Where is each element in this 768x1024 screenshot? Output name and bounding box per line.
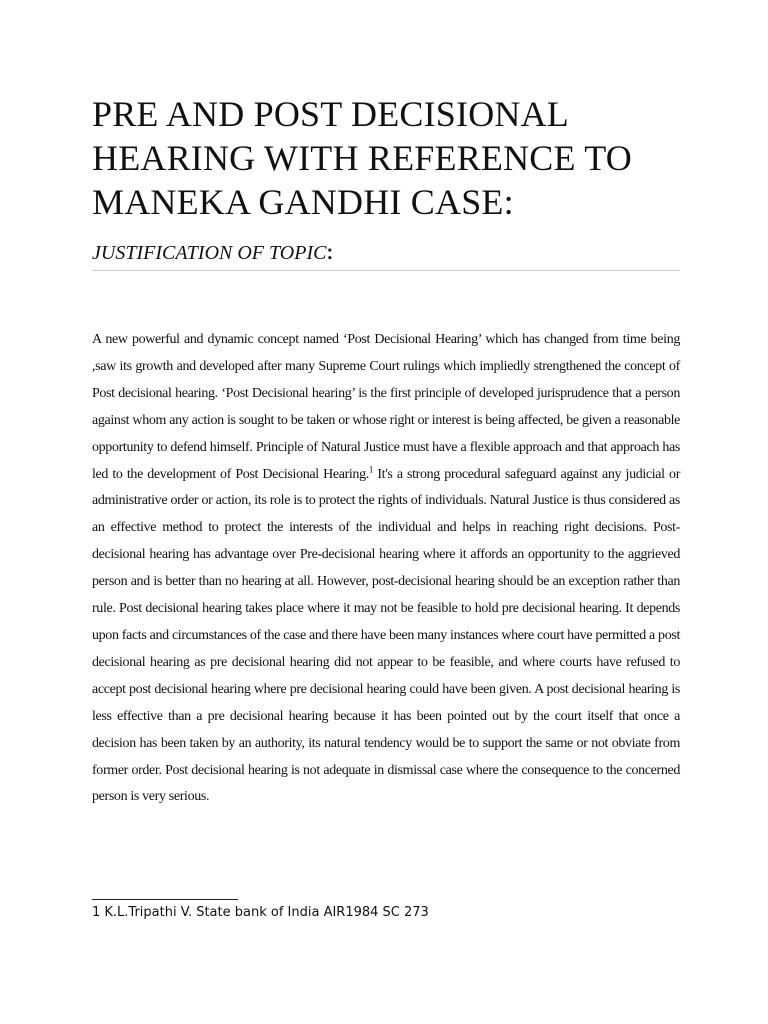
section-heading-colon: : — [326, 242, 334, 264]
body-paragraph — [92, 327, 680, 811]
body-text-part-1: A new powerful and dynamic concept named ‘Post Decisional Hearing’ which has changed from time being ,saw its growth and developed after many Supreme Court rulings which impliedly strengthened the concept of Post decisional hearing. ‘Post Decisional hearing’ is the first principle of developed jurisprudence that a person against whom any action is sought to be taken or whose right or interest is being affected, be given a reasonable opportunity to defend himself. Principle of Natural Justice must have a flexible approach and that approach has led to the development of Post Decisional Hearing. — [92, 332, 680, 482]
footnote-divider — [92, 899, 238, 900]
document-title: PRE AND POST DECISIONAL HEARING WITH REFERENCE TO MANEKA GANDHI CASE: — [92, 94, 632, 222]
body-text-part-2: It's a strong procedural safeguard against any judicial or administrative order or action, its role is to protect the rights of individuals. Natural Justice is thus considered as an effective method to protect the interests of the individual and helps in reaching right decisions. Post-decisional hearing has advantage over Pre-decisional hearing where it affords an opportunity to the aggrieved person and is better than no hearing at all. However, post-decisional hearing should be an exception rather than rule. Post decisional hearing takes place where it may not be feasible to hold pre decisional hearing. It depends upon facts and circumstances of the case and there have been many instances where court have permitted a post decisional hearing as pre decisional hearing did not appear to be feasible, and where courts have refused to accept post decisional hearing where pre decisional hearing could have been given. A post decisional hearing is less effective than a pre decisional hearing because it has been pointed out by the court itself that once a decision has been taken by an authority, its natural tendency would be to support the same or not obviate from former order. Post decisional hearing is not adequate in dismissal case where the consequence to the concerned person is very serious. — [92, 466, 681, 805]
section-heading — [92, 240, 680, 271]
footnote: 1 K.L.Tripathi V. State bank of India AIR1984 SC 273 — [92, 905, 429, 920]
section-heading-text: JUSTIFICATION OF TOPIC — [92, 242, 327, 264]
footnote-reference: 1 — [368, 463, 374, 474]
